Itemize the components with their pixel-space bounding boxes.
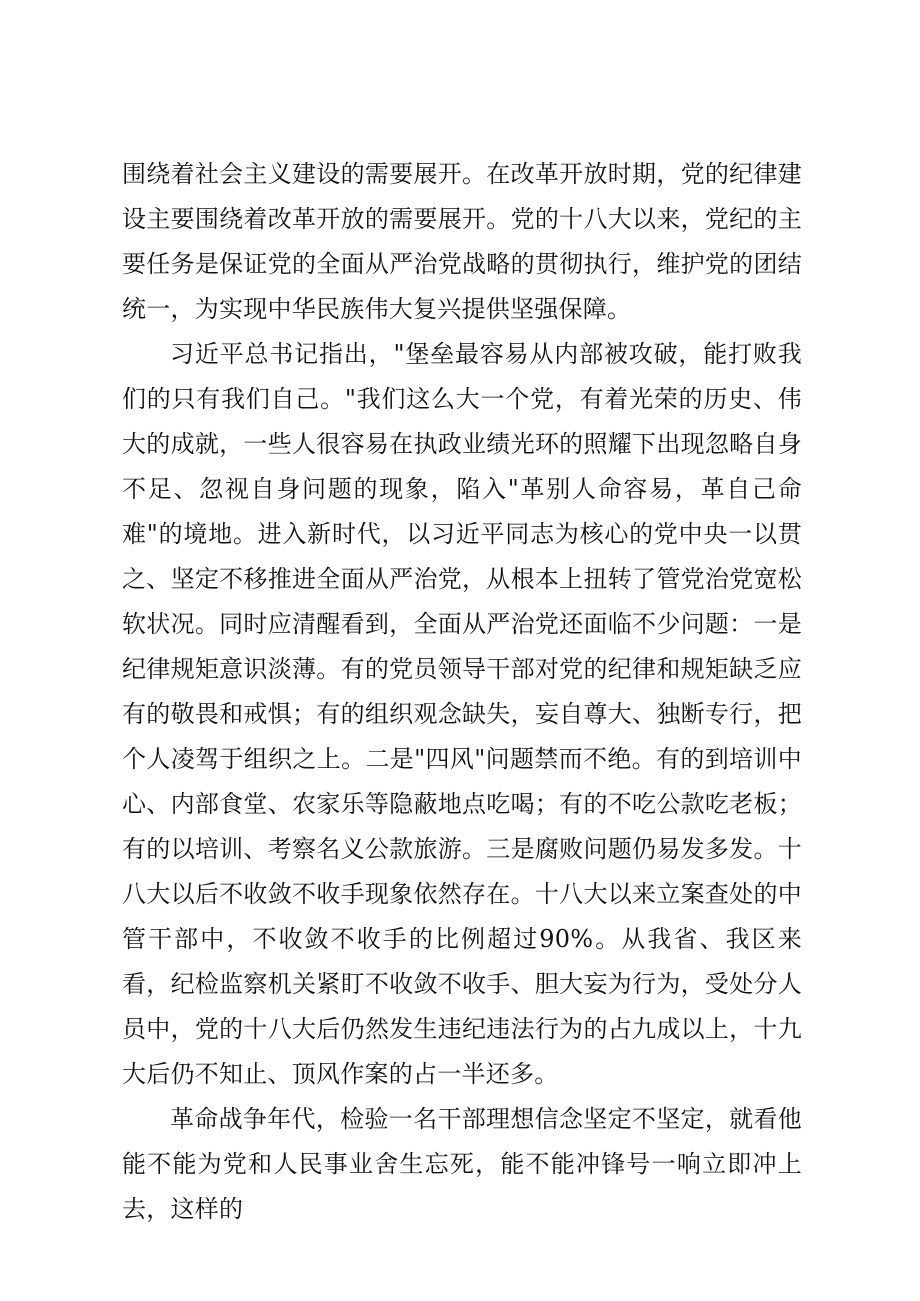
paragraph-xi-quote: 习近平总书记指出，"堡垒最容易从内部被攻破，能打败我们的只有我们自己。"我们这么大一个党，有着光荣的历史、伟大的成就，一些人很容易在执政业绩光环的照耀下出现忽略自身不足、忽视自身问题的现象，陷入"革别人命容易，革自己命难"的境地。进入新时代，以习近平同志为核心的党中央一以贯之、坚定不移推进全面从严治党，从根本上扭转了管党治党宽松软状况。同时应清醒看到，全面从严治党还面临不少问题：一是纪律规矩意识淡薄。有的党员领导干部对党的纪律和规矩缺乏应有的敬畏和戒惧；有的组织观念缺失，妄自尊大、独断专行，把个人凌驾于组织之上。二是"四风"问题禁而不绝。有的到培训中心、内部食堂、农家乐等隐蔽地点吃喝；有的不吃公款吃老板；有的以培训、考察名义公款旅游。三是腐败问题仍易发多发。十八大以后不收敛不收手现象依然存在。十八大以来立案查处的中管干部中，不收敛不收手的比例超过90%。从我省、我区来看，纪检监察机关紧盯不收敛不收手、胆大妄为行为，受处分人员中，党的十八大后仍然发生违纪违法行为的占九成以上，十九大后仍不知止、顶风作案的占一半还多。 <box>122 340 802 1088</box>
paragraph-revolutionary-era: 革命战争年代，检验一名干部理想信念坚定不坚定，就看他能不能为党和人民事业舍生忘死，能不能冲锋号一响立即冲上去，这样的 <box>122 1105 802 1223</box>
document-body <box>122 152 802 1232</box>
paragraph-continuation: 围绕着社会主义建设的需要展开。在改革开放时期，党的纪律建设主要围绕着改革开放的需要展开。党的十八大以来，党纪的主要任务是保证党的全面从严治党战略的贯彻执行，维护党的团结统一，为实现中华民族伟大复兴提供坚强保障。 <box>122 160 802 323</box>
